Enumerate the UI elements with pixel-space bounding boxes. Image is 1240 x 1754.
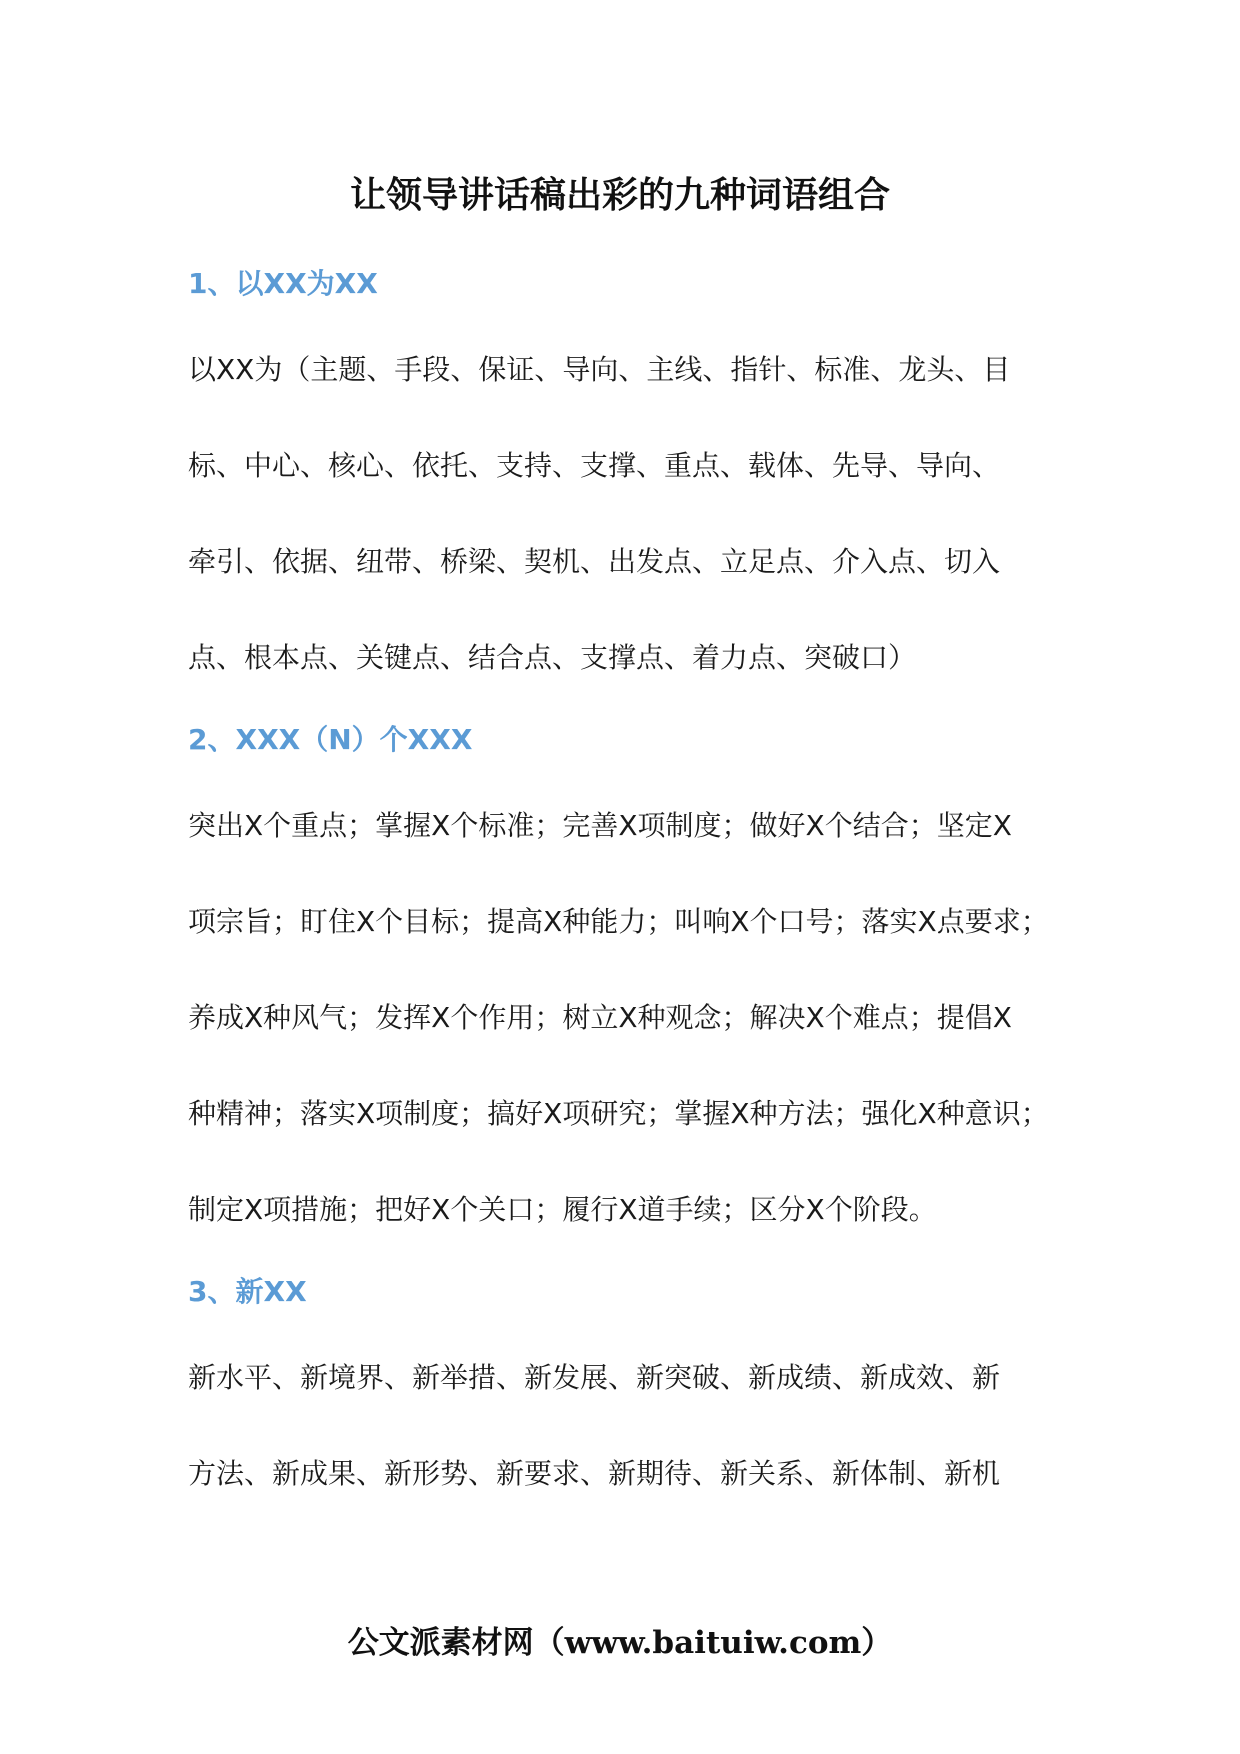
- paragraph-line: 牵引、依据、纽带、桥梁、契机、出发点、立足点、介入点、切入: [188, 545, 1001, 578]
- paragraph-line: 制定X项措施；把好X个关口；履行X道手续；区分X个阶段。: [188, 1193, 937, 1226]
- section-heading-3: 3、新XX: [188, 1275, 307, 1308]
- section-heading-2: 2、XXX（N）个XXX: [188, 723, 473, 756]
- document-title: 让领导讲话稿出彩的九种词语组合: [349, 175, 890, 216]
- paragraph-line: 以XX为（主题、手段、保证、导向、主线、指针、标准、龙头、目: [188, 353, 1011, 386]
- paragraph-line: 点、根本点、关键点、结合点、支撑点、着力点、突破口）: [188, 641, 917, 674]
- paragraph-line: 突出X个重点；掌握X个标准；完善X项制度；做好X个结合；坚定X: [188, 809, 1012, 842]
- paragraph-line: 方法、新成果、新形势、新要求、新期待、新关系、新体制、新机: [188, 1457, 1001, 1490]
- paragraph-line: 项宗旨；盯住X个目标；提高X种能力；叫响X个口号；落实X点要求；: [188, 905, 1049, 938]
- footer-source: 公文派素材网（www.baituiw.com）: [347, 1625, 893, 1661]
- section-heading-1: 1、以XX为XX: [188, 267, 378, 300]
- paragraph-line: 标、中心、核心、依托、支持、支撑、重点、载体、先导、导向、: [188, 449, 1001, 482]
- paragraph-line: 新水平、新境界、新举措、新发展、新突破、新成绩、新成效、新: [188, 1361, 1001, 1394]
- paragraph-line: 养成X种风气；发挥X个作用；树立X种观念；解决X个难点；提倡X: [188, 1001, 1012, 1034]
- paragraph-line: 种精神；落实X项制度；搞好X项研究；掌握X种方法；强化X种意识；: [188, 1097, 1049, 1130]
